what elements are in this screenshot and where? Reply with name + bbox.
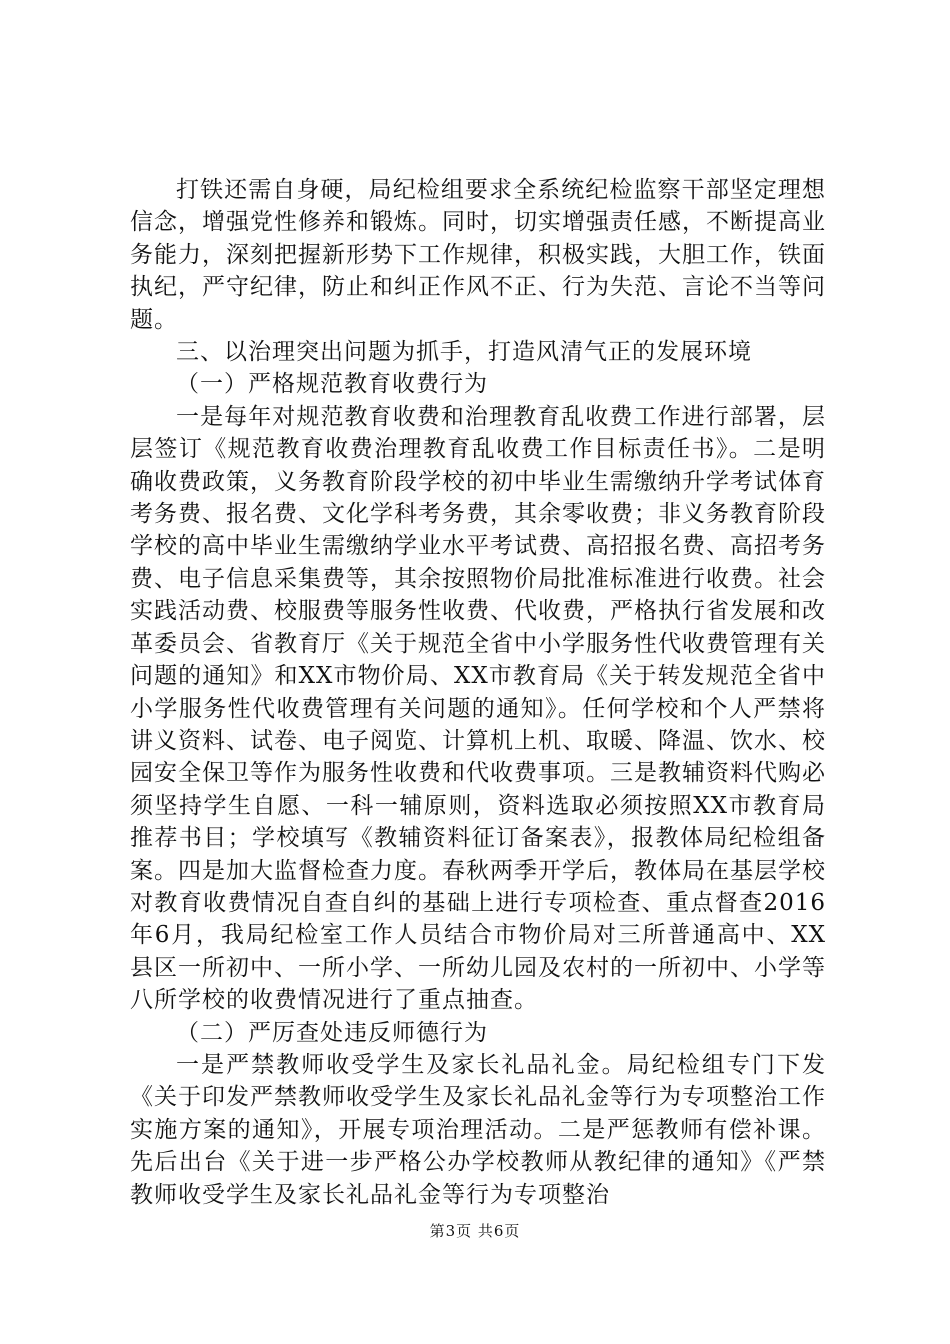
paragraph-teacher-ethics: 一是严禁教师收受学生及家长礼品礼金。局纪检组专门下发《关于印发严禁教师收受学生及家长礼品礼金等行为专项整治工作实施方案的通知》，开展专项治理活动。二是严惩教师有偿补课。先后出台《关于进一步严格公办学校教师从教纪律的通知》《严禁教师收受学生及家长礼品礼金等行为专项整治 [130, 1051, 826, 1208]
section-heading-3: 三、以治理突出问题为抓手，打造风清气正的发展环境 [176, 339, 752, 366]
document-body [130, 174, 826, 1211]
paragraph-fee-regulation: 一是每年对规范教育收费和治理教育乱收费工作进行部署，层层签订《规范教育收费治理教育乱收费工作目标责任书》。二是明确收费政策，义务教育阶段学校的初中毕业生需缴纳升学考试体育考务费、报名费、文化学科考务费，其余零收费；非义务教育阶段学校的高中毕业生需缴纳学业水平考试费、高招报名费、高招考务费、电子信息采集费等，其余按照物价局批准标准进行收费。社会实践活动费、校服费等服务性收费、代收费，严格执行省发展和改革委员会、省教育厅《关于规范全省中小学服务性代收费管理有关问题的通知》和XX市物价局、XX市教育局《关于转发规范全省中小学服务性代收费管理有关问题的通知》。任何学校和个人严禁将讲义资料、试卷、电子阅览、计算机上机、取暖、降温、饮水、校园安全保卫等作为服务性收费和代收费事项。三是教辅资料代购必须坚持学生自愿、一科一辅原则，资料选取必须按照XX市教育局推荐书目；学校填写《教辅资料征订备案表》，报教体局纪检组备案。四是加大监督检查力度。春秋两季开学后，教体局在基层学校对教育收费情况自查自纠的基础上进行专项检查、重点督查2016年6月，我局纪检室工作人员结合市物价局对三所普通高中、XX县区一所初中、一所小学、一所幼儿园及农村的一所初中、小学等八所学校的收费情况进行了重点抽查。 [130, 403, 826, 1014]
subsection-heading-1: （一）严格规范教育收费行为 [176, 371, 488, 398]
page-number-footer: 第3页 共6页 [429, 1222, 521, 1240]
paragraph-1: 打铁还需自身硬，局纪检组要求全系统纪检监察干部坚定理想信念，增强党性修养和锻炼。同时，切实增强责任感，不断提高业务能力，深刻把握新形势下工作规律，积极实践，大胆工作，铁面执纪，严守纪律，防止和纠正作风不正、行为失范、言论不当等问题。 [130, 177, 826, 333]
subsection-heading-2: （二）严厉查处违反师德行为 [176, 1019, 488, 1046]
